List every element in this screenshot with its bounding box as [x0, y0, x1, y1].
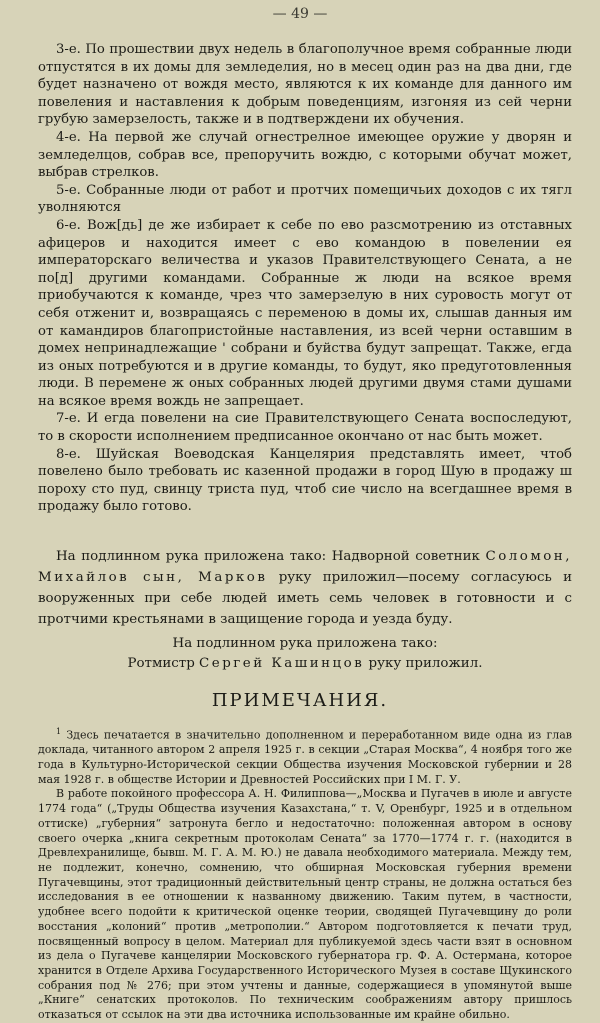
- signature-1-name: Соломон, Михайлов сын, Марков: [38, 549, 572, 585]
- footnote-marker: 1: [56, 727, 62, 736]
- signature-block-1: [38, 546, 572, 630]
- paragraph-3: 3-е. По прошествии двух недель в благополучное время собранные люди отпустятся в их домы для земледелия, но в месец один раз на два дни, где будет назначено от вождя место, являются к их команде для данного им повеления и наставления к добрым поведенциям, изгоняя из сей черни грубую замерзелость, также и в подтверждени их обучения.: [38, 42, 572, 128]
- note-2: [38, 787, 572, 1022]
- signature-2-name: Сергей Кашинцов: [199, 656, 365, 671]
- paragraph-5: 5-е. Собранные люди от работ и протчих помещичьих доходов с их тягл уволняются: [38, 182, 572, 216]
- signature-1-rest: руку приложил—посему согласуюсь и вооруженных при себе людей иметь семь человек в готовности и с протчими крестьянами в защищение города и уезда буду.: [38, 570, 572, 627]
- signature-1-lead: На подлинном рука приложена тако: Надворной советник: [56, 549, 486, 564]
- signature-2-line2: [38, 654, 572, 674]
- note-1: [38, 725, 572, 787]
- signature-2-line1: На подлинном рука приложена тако:: [172, 636, 438, 651]
- paragraph-6: 6-е. Вож[дь] де же избирает к себе по ево разсмотрению из отставных афицеров и находится имеет с ево командою в повелении ея императорскаго величества и указов Правителствующего Сената, а не по[д] другими командами. Собранные ж люди на всякое время приобучаются к команде, чрез что замерзелую в них суровость могут от себя отженит и, возвращаясь с переменою в домы их, слышав данныя им от камандиров благопристойные наставления, из всей черни оставшим в домех непринадлежащие ' собрани и буйства будут запрещат. Также, егда из оных потребуются и в другие команды, то будут, яко предуготовленныя люди. В перемене ж оных собранных людей другими двумя стами душами на всякое время вождь не запрещает.: [38, 217, 572, 409]
- paragraph-7: 7-е. И егда повелени на сие Правителствующего Сената воспоследуют, то в скорости исполнением предписанное окончано от нас быть может.: [38, 411, 572, 445]
- paragraph-4: 4-е. На первой же случай огнестрелное имеющее оружие у дворян и земледелцов, собрав все, препоручить вождю, с которыми обучат может, выбрав стрелков.: [38, 129, 572, 181]
- signature-1-text: [38, 546, 572, 630]
- note-2-text: В работе покойного профессора А. Н. Филиппова—„Москва и Пугачев в июле и августе 1774 года“ („Труды Общества изучения Казахстана,“ т. V, Оренбург, 1925 и в отдельном оттиске) „губерния“ затронута бегло и недостаточно: положенная автором в основу своего очерка „книга секретным протоколам Сената“ за 1770—1774 г. г. (находится в Древлехранилище, бывш. М. Г. А. М. Ю.) не давала необходимого материала. Между тем, не подлежит, конечно, сомнению, что обширная Московская губерния времени Пугачевщины, этот традиционный действительный центр страны, не должна остаться без исследования в ее отношении к названному движению. Таким путем, в частности, удобнее всего подойти к критической оценке теории, сводящей Пугачевщину до роли восстания „колоний“ против „метрополии.“ Автором подготовляется к печати труд, посвященный вопросу в целом. Материал для публикуемой здесь части взят в основном из дела о Пугачеве канцелярии Московского губернатора гр. Ф. А. Остермана, которое хранится в Отделе Архива Государственного Исторического Музея в составе Щукинского собрания под № 276; при этом учтены и данные, содержащиеся в упомянутой выше „Книге“ сенатских протоколов. По техническим соображениям автору пришлось отказаться от ссылок на эти два источника использованные им крайне обильно.: [38, 787, 572, 1022]
- signature-block-2: [38, 634, 572, 674]
- notes-section: [38, 725, 572, 1023]
- page-number: — 49 —: [0, 6, 600, 22]
- signature-2-suffix: руку приложил.: [364, 656, 483, 671]
- main-text: [38, 41, 572, 516]
- note-1-text: Здесь печатается в значительно дополненном и переработанном виде одна из глав доклада, читанного автором 2 апреля 1925 г. в секции „Старая Москва“, 4 ноября того же года в Культурно-Исторической секции Общества изучения Московской губернии и 28 мая 1928 г. в обществе Истории и Древностей Российских при I М. Г. У.: [38, 728, 572, 786]
- paragraph-8: 8-е. Шуйская Воеводская Канцелярия представлять имеет, чтоб повелено было требовать ис казенной продажи в город Шую в продажу ш пороху сто пуд, свинцу триста пуд, чтоб сие число на всегдашнее время в продажу было готово.: [38, 446, 572, 515]
- notes-title: ПРИМЕЧАНИЯ.: [211, 690, 389, 711]
- signature-2-prefix: Ротмистр: [127, 656, 200, 671]
